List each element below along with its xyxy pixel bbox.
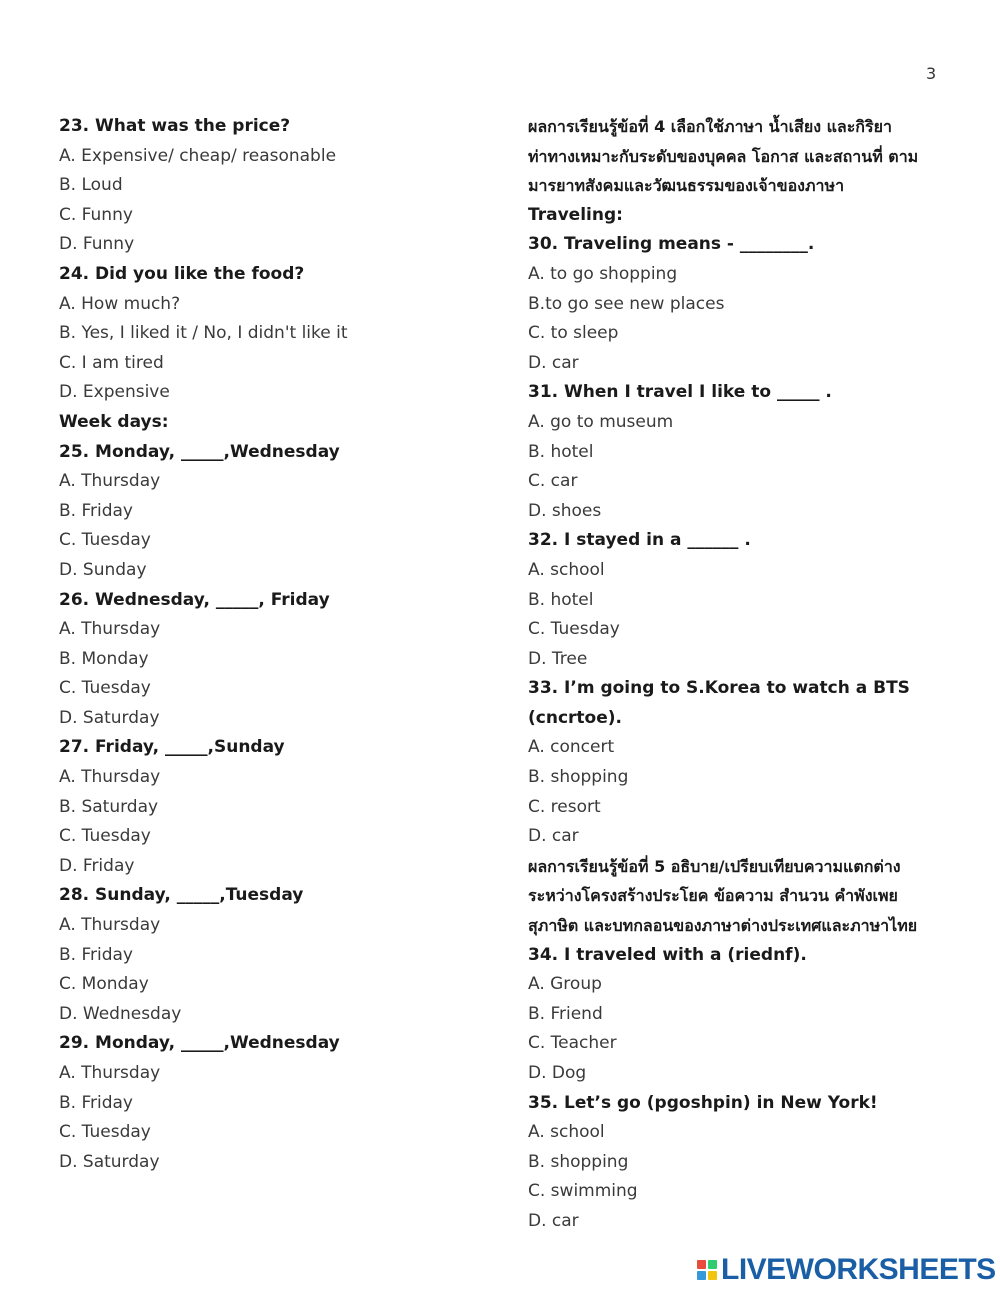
answer-option: C. Tuesday	[59, 678, 151, 699]
answer-option: A. Thursday	[59, 1063, 161, 1083]
learning-outcome-line: ผลการเรียนรู้ข้อที่ 4 เลือกใช้ภาษา น้ำเสียง และกิริยา	[528, 117, 892, 136]
answer-option: D. Friday	[59, 855, 135, 876]
answer-option: B. Loud	[59, 175, 123, 196]
question-text: 27. Friday, _____,Sunday	[59, 737, 285, 758]
answer-option: A. How much?	[59, 293, 181, 314]
question-text: 23. What was the price?	[59, 116, 291, 136]
answer-option: B. Friday	[59, 1092, 133, 1113]
answer-option: A. concert	[528, 737, 615, 758]
answer-option: C. Tuesday	[528, 619, 620, 640]
question-text: 30. Traveling means - ________.	[528, 234, 815, 255]
answer-option: C. Tuesday	[59, 826, 151, 847]
question-text: 35. Let’s go (pgoshpin) in New York!	[528, 1092, 878, 1113]
answer-option: D. Expensive	[59, 382, 170, 403]
learning-outcome-line: สุภาษิต และบทกลอนของภาษาต่างประเทศและภาษาไทย	[528, 916, 918, 936]
answer-option: C. Tuesday	[59, 1122, 151, 1143]
answer-option: B. hotel	[528, 441, 594, 462]
answer-option: B. Friday	[59, 500, 133, 521]
answer-option: B. Yes, I liked it / No, I didn't like it	[59, 323, 348, 344]
answer-option: C. Tuesday	[59, 530, 151, 551]
answer-option: A. go to museum	[528, 411, 674, 432]
answer-option: B.to go see new places	[528, 293, 725, 314]
question-text: 33. I’m going to S.Korea to watch a BTS	[528, 678, 910, 699]
question-text: 29. Monday, _____,Wednesday	[59, 1033, 340, 1054]
answer-option: C. Monday	[59, 974, 149, 995]
answer-option: D. shoes	[528, 500, 602, 521]
answer-option: D. car	[528, 826, 579, 847]
question-text: 32. I stayed in a ______ .	[528, 530, 751, 551]
answer-option: A. school	[528, 559, 605, 580]
left-column	[59, 112, 489, 1177]
answer-option: B. Monday	[59, 648, 149, 669]
liveworksheets-logo	[697, 1252, 996, 1288]
answer-option: D. Dog	[528, 1063, 587, 1083]
answer-option: D. car	[528, 352, 579, 373]
section-heading: Traveling:	[528, 204, 623, 225]
answer-option: C. car	[528, 471, 578, 492]
section-heading: Week days:	[59, 411, 169, 432]
answer-option: C. swimming	[528, 1181, 638, 1202]
answer-option: D. Tree	[528, 648, 588, 669]
answer-option: A. Expensive/ cheap/ reasonable	[59, 145, 337, 166]
logo-blocks-icon	[697, 1260, 717, 1280]
question-text: 34. I traveled with a (riednf).	[528, 944, 807, 965]
answer-option: B. hotel	[528, 589, 594, 610]
question-text: 24. Did you like the food?	[59, 263, 305, 284]
answer-option: D. car	[528, 1210, 579, 1231]
logo-text: LIVEWORKSHEETS	[721, 1253, 996, 1286]
answer-option: D. Wednesday	[59, 1003, 182, 1024]
answer-option: B. shopping	[528, 1151, 629, 1172]
learning-outcome-line: ผลการเรียนรู้ข้อที่ 5 อธิบาย/เปรียบเทียบความแตกต่าง	[528, 856, 901, 876]
answer-option: D. Sunday	[59, 559, 147, 580]
right-column	[528, 112, 958, 1237]
answer-option: B. Friday	[59, 944, 133, 965]
answer-option: A. school	[528, 1122, 605, 1143]
answer-option: A. Thursday	[59, 619, 161, 640]
question-text: 31. When I travel I like to _____ .	[528, 382, 832, 403]
answer-option: C. to sleep	[528, 323, 619, 344]
answer-option: C. resort	[528, 796, 601, 817]
answer-option: B. Saturday	[59, 796, 159, 817]
answer-option: D. Funny	[59, 234, 135, 255]
answer-option: C. Funny	[59, 204, 133, 225]
answer-option: D. Saturday	[59, 1151, 160, 1172]
answer-option: B. shopping	[528, 767, 629, 788]
answer-option: B. Friend	[528, 1003, 603, 1024]
answer-option: C. Teacher	[528, 1033, 617, 1054]
answer-option: A. Thursday	[59, 471, 161, 492]
question-text: 25. Monday, _____,Wednesday	[59, 441, 340, 462]
section-heading: (cncrtoe).	[528, 707, 622, 728]
answer-option: A. Group	[528, 974, 602, 995]
answer-option: A. to go shopping	[528, 263, 678, 284]
answer-option: C. I am tired	[59, 352, 164, 373]
learning-outcome-line: มารยาทสังคมและวัฒนธรรมของเจ้าของภาษา	[528, 176, 845, 196]
question-text: 26. Wednesday, _____, Friday	[59, 589, 330, 610]
question-text: 28. Sunday, _____,Tuesday	[59, 885, 304, 906]
answer-option: A. Thursday	[59, 915, 161, 936]
learning-outcome-line: ท่าทางเหมาะกับระดับของบุคคล โอกาส และสถานที่ ตาม	[528, 146, 919, 166]
page-number: 3	[926, 64, 937, 83]
answer-option: D. Saturday	[59, 707, 160, 728]
answer-option: A. Thursday	[59, 767, 161, 788]
learning-outcome-line: ระหว่างโครงสร้างประโยค ข้อความ สำนวน คำพังเพย	[528, 886, 898, 906]
